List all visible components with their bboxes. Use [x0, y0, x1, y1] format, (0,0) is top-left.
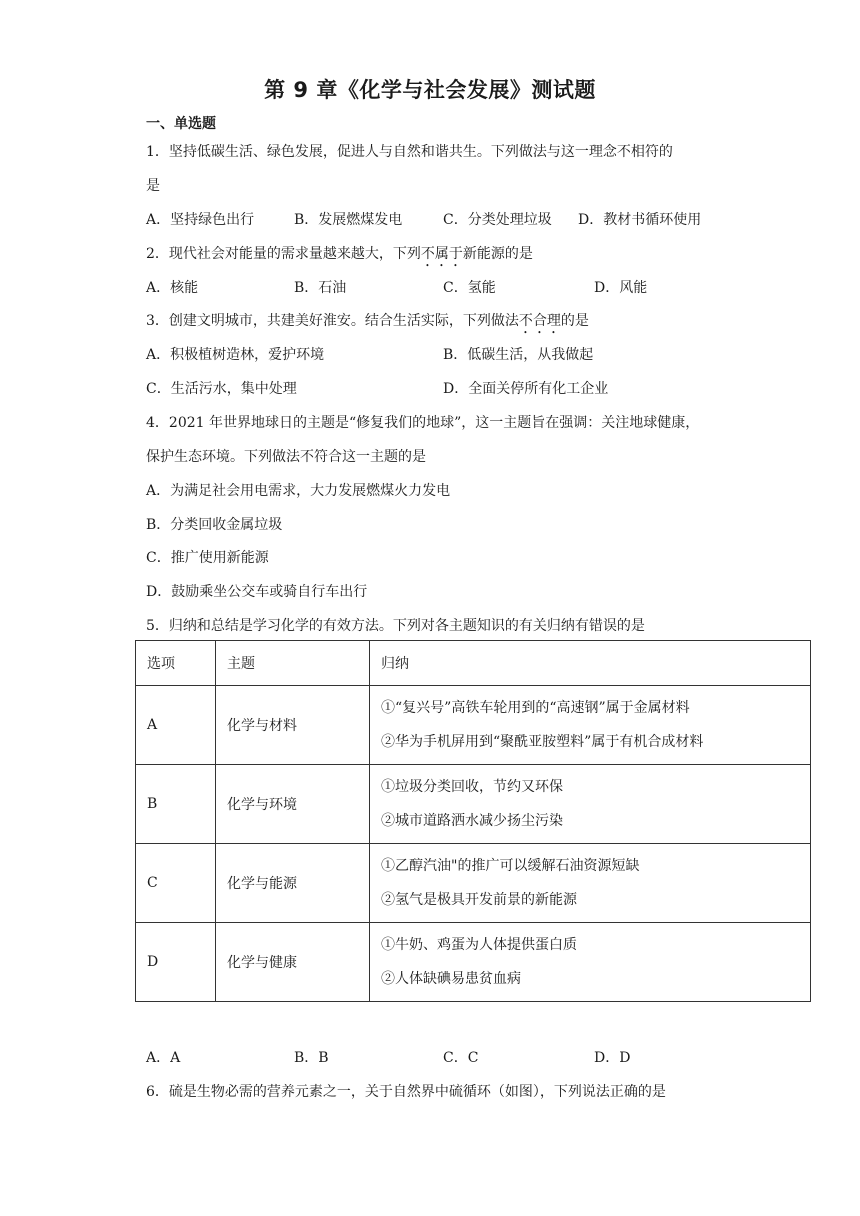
- row-option: C: [136, 844, 216, 923]
- row-summary: [370, 923, 811, 1002]
- q1-stem-line2: 是: [146, 178, 160, 194]
- q3-stem: [146, 310, 589, 337]
- q2-stem-post: 新能源的是: [462, 246, 533, 262]
- q2-option-c: C．氢能: [443, 280, 496, 296]
- q2-option-a: A．核能: [146, 280, 199, 296]
- row-option: D: [136, 923, 216, 1002]
- summary-item: ②人体缺碘易患贫血病: [381, 971, 521, 987]
- q1-option-d: D．教材书循环使用: [578, 212, 702, 228]
- q4-stem-line1: 4．2021 年世界地球日的主题是“修复我们的地球”，这一主题旨在强调：关注地球健康，: [146, 415, 700, 431]
- row-summary: [370, 765, 811, 844]
- q4-option-d: D．鼓励乘坐公交车或骑自行车出行: [146, 584, 368, 600]
- q5-option-a: A．A: [146, 1050, 181, 1066]
- q5-option-c: C．C: [443, 1050, 479, 1066]
- q3-option-c: C．生活污水，集中处理: [146, 381, 297, 397]
- q2-stem-pre: 2．现代社会对能量的需求量越来越大，下列: [146, 246, 421, 262]
- q3-option-d: D．全面关停所有化工企业: [443, 381, 609, 397]
- q5-stem: 5．归纳和总结是学习化学的有效方法。下列对各主题知识的有关归纳有错误的是: [146, 618, 645, 634]
- q1-stem-line1: 1．坚持低碳生活、绿色发展，促进人与自然和谐共生。下列做法与这一理念不相符的: [146, 144, 673, 160]
- q2-stem: [146, 243, 533, 270]
- table-row: [136, 844, 811, 923]
- q3-stem-emphasis: 不合理: [518, 313, 561, 329]
- row-topic: 化学与材料: [216, 686, 370, 765]
- row-summary: [370, 844, 811, 923]
- table-row: [136, 686, 811, 765]
- row-topic: 化学与环境: [216, 765, 370, 844]
- q2-stem-emphasis: 不属于: [420, 246, 463, 262]
- q6-stem: 6．硫是生物必需的营养元素之一，关于自然界中硫循环（如图），下列说法正确的是: [146, 1084, 666, 1100]
- summary-item: ①垃圾分类回收，节约又环保: [381, 779, 563, 795]
- q2-option-d: D．风能: [594, 280, 648, 296]
- q1-option-a: A．坚持绿色出行: [146, 212, 255, 228]
- row-topic: 化学与能源: [216, 844, 370, 923]
- q4-option-a: A．为满足社会用电需求，大力发展燃煤火力发电: [146, 483, 451, 499]
- summary-item: ①牛奶、鸡蛋为人体提供蛋白质: [381, 937, 577, 953]
- summary-item: ①乙醇汽油"的推广可以缓解石油资源短缺: [381, 858, 640, 874]
- section-heading: 一、单选题: [146, 116, 216, 132]
- table-header-topic: 主题: [216, 641, 370, 686]
- table-header-row: [136, 641, 811, 686]
- row-topic: 化学与健康: [216, 923, 370, 1002]
- row-option: B: [136, 765, 216, 844]
- page-title: 第 9 章《化学与社会发展》测试题: [264, 78, 596, 102]
- summary-item: ①“复兴号”高铁车轮用到的“高速钢”属于金属材料: [381, 700, 690, 716]
- q1-option-c: C．分类处理垃圾: [443, 212, 552, 228]
- table-row: [136, 765, 811, 844]
- q5-option-d: D．D: [594, 1050, 631, 1066]
- q2-option-b: B．石油: [294, 280, 347, 296]
- q1-option-b: B．发展燃煤发电: [294, 212, 403, 228]
- row-summary: [370, 686, 811, 765]
- q3-stem-pre: 3．创建文明城市，共建美好淮安。结合生活实际，下列做法: [146, 313, 519, 329]
- row-option: A: [136, 686, 216, 765]
- summary-item: ②氢气是极具开发前景的新能源: [381, 892, 577, 908]
- q5-option-b: B．B: [294, 1050, 329, 1066]
- q5-table: [135, 640, 811, 1002]
- summary-item: ②华为手机屏用到“聚酰亚胺塑料”属于有机合成材料: [381, 734, 704, 750]
- q4-option-c: C．推广使用新能源: [146, 550, 269, 566]
- q3-option-b: B．低碳生活，从我做起: [443, 347, 594, 363]
- table-row: [136, 923, 811, 1002]
- q4-option-b: B．分类回收金属垃圾: [146, 517, 283, 533]
- table-header-option: 选项: [136, 641, 216, 686]
- q3-stem-post: 的是: [560, 313, 589, 329]
- q4-stem-line2: 保护生态环境。下列做法不符合这一主题的是: [146, 449, 426, 465]
- table-header-summary: 归纳: [370, 641, 811, 686]
- q3-option-a: A．积极植树造林，爱护环境: [146, 347, 325, 363]
- summary-item: ②城市道路洒水减少扬尘污染: [381, 813, 563, 829]
